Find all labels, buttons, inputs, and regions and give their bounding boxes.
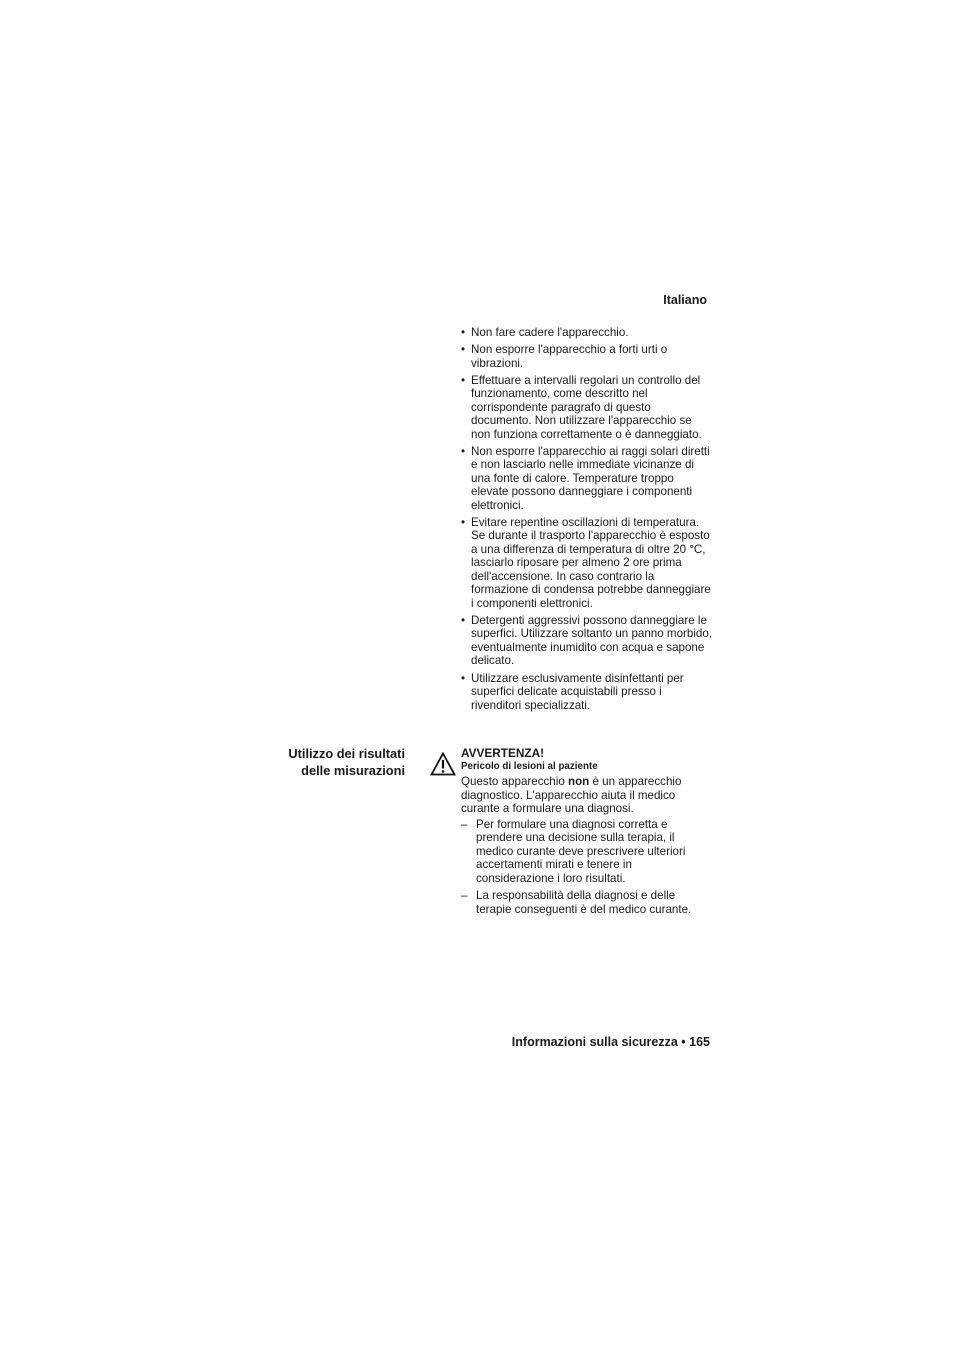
list-item-text: Effettuare a intervalli regolari un controllo del funzionamento, come descritto nel corrispondente paragrafo di questo documento. Non utilizzare l'apparecchio se non funziona correttamente o è danneggiato. [471,373,702,441]
bullet-dot: • [461,671,466,685]
warning-block [461,746,713,920]
list-item-text: Non esporre l'apparecchio ai raggi solari diretti e non lasciarlo nelle immediate vicinanze di una fonte di calore. Temperature troppo elevate possono danneggiare i componenti elettronici. [471,444,710,512]
warning-label: AVVERTENZA! [461,746,545,760]
list-item-text: Utilizzare esclusivamente disinfettanti per superfici delicate acquistabili presso i rivenditori specializzati. [471,671,684,712]
warning-subtitle: Pericolo di lesioni al paziente [461,761,598,772]
list-item [461,343,713,370]
bullet-dot: • [461,343,466,357]
list-item-text: Non fare cadere l'apparecchio. [471,326,629,339]
dash-marker: – [461,889,468,902]
warning-body-text: Questo apparecchio [461,775,568,788]
list-item [461,374,713,442]
section-title-line: Utilizzo dei risultati [288,746,405,761]
list-item-text: Non esporre l'apparecchio a forti urti o vibrazioni. [471,343,668,370]
list-item [461,614,713,668]
list-item [461,516,713,611]
section-title-line: delle misurazioni [301,763,405,778]
warning-body-emphasis: non [568,775,590,788]
bullet-dot: • [461,444,466,458]
list-item-text: Evitare repentine oscillazioni di temperatura. Se durante il trasporto l'apparecchio è esposto a una differenza di temperatura di oltre 20 °C, lasciarlo riposare per almeno 2 ore prima dell'accensione. In caso contrario la formazione di condensa potrebbe danneggiare i componenti elettronici. [471,515,711,610]
list-item [461,445,713,513]
bullet-dot: • [461,613,466,627]
warning-body-text: è un apparecchio diagnostico. L'apparecchio aiuta il medico curante a formulare una diagnosi. [461,775,682,815]
list-item-text: La responsabilità della diagnosi e delle terapie conseguenti è del medico curante. [476,889,692,916]
list-item [461,818,713,886]
list-item [461,326,713,340]
language-header: Italiano [663,293,707,307]
safety-bullet-list [461,326,713,716]
page-footer: Informazioni sulla sicurezza • 165 [511,1035,710,1049]
list-item [461,672,713,713]
section-title [240,745,405,779]
list-item-text: Detergenti aggressivi possono danneggiare le superfici. Utilizzare soltanto un panno morbido, eventualmente inumidito con acqua e sapone delicato. [471,613,713,668]
list-item [461,889,713,916]
list-item-text: Per formulare una diagnosi corretta e prendere una decisione sulla terapia, il medico curante deve prescrivere ulteriori accertamenti mirati e tenere in considerazione i loro risultati. [476,817,686,885]
warning-triangle-icon [430,752,456,776]
dash-marker: – [461,817,468,831]
warning-body [461,775,713,816]
warning-dash-list [461,818,713,917]
bullet-dot: • [461,515,466,529]
bullet-dot: • [461,373,466,387]
bullet-dot: • [461,326,466,339]
